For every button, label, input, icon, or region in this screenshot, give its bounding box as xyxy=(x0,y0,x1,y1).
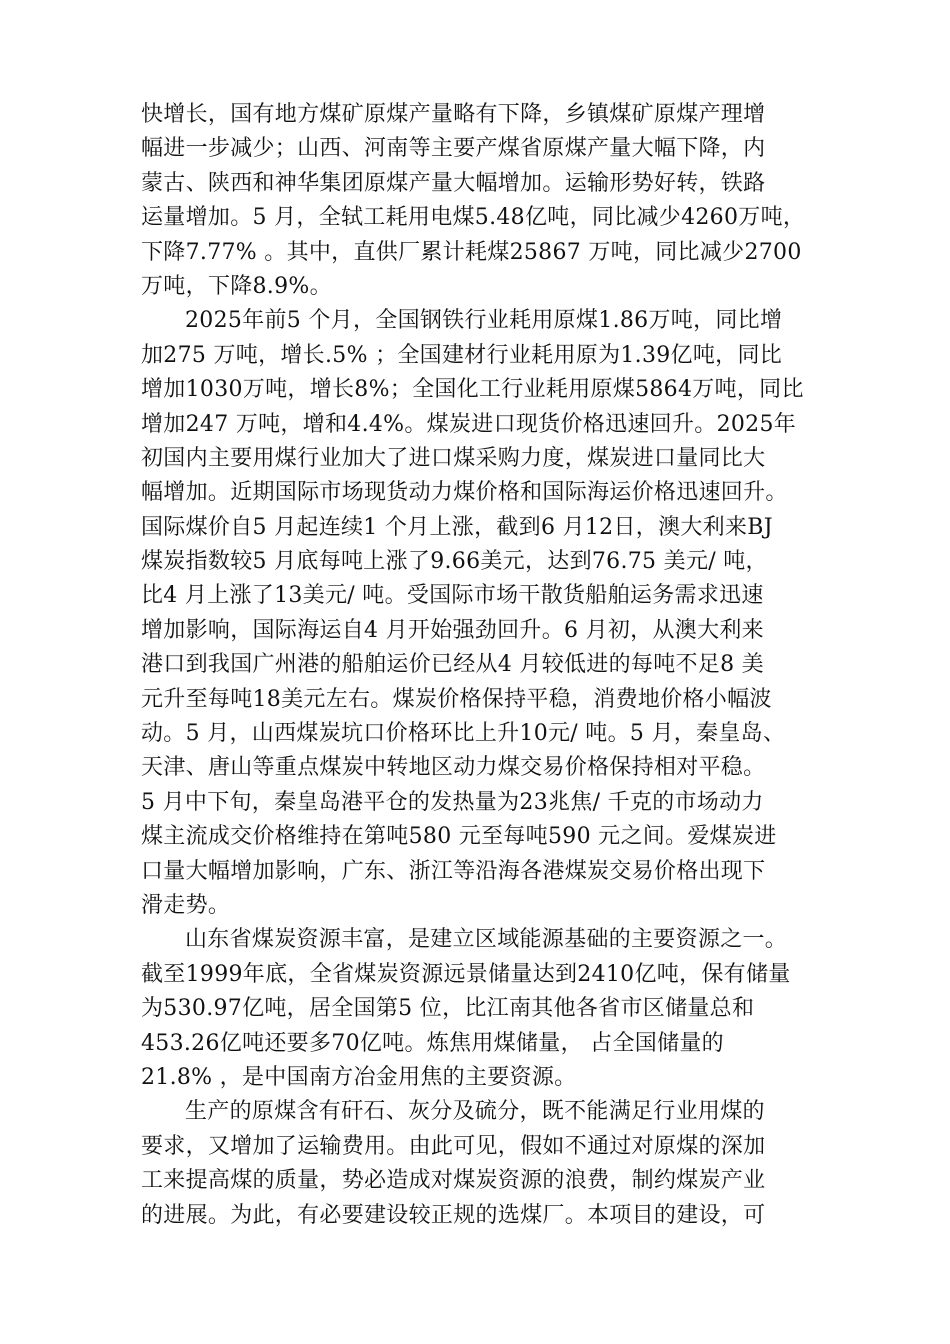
text-line: 煤主流成交价格维持在第吨580 元至每吨590 元之间。爱煤炭进 xyxy=(141,824,777,850)
text-line: 21.8% ，是中国南方冶金用焦的主要资源。 xyxy=(141,1064,577,1090)
text-line: 动。5 月，山西煤炭坑口价格环比上升10元/ 吨。5 月，秦皇岛、 xyxy=(141,721,786,747)
text-line: 工来提高煤的质量，势必造成对煤炭资源的浪费，制约煤炭产业 xyxy=(141,1168,766,1194)
text-line: 的进展。为此，有必要建设较正规的选煤厂。本项目的建设，可 xyxy=(141,1202,766,1228)
paragraph-3 xyxy=(141,923,871,1095)
text-line: 453.26亿吨还要多70亿吨。炼焦用煤储量， 占全国储量的 xyxy=(141,1030,724,1056)
paragraph-4 xyxy=(141,1095,871,1233)
text-line: 运量增加。5 月，全轼工耗用电煤5.48亿吨，同比减少4260万吨， xyxy=(141,205,806,231)
text-line: 比4 月上涨了13美元/ 吨。受国际市场干散货船舶运务需求迅速 xyxy=(141,583,764,609)
text-line: 幅进一步减少；山西、河南等主要产煤省原煤产量大幅下降，内 xyxy=(141,136,766,162)
text-line: 加275 万吨，增长.5% ；全国建材行业耗用原为1.39亿吨，同比 xyxy=(141,342,783,368)
text-line: 蒙古、陕西和神华集团原煤产量大幅增加。运输形势好转，铁路 xyxy=(141,170,766,196)
text-line: 滑走势。 xyxy=(141,892,231,918)
text-line: 要求，又增加了运输费用。由此可见，假如不通过对原煤的深加 xyxy=(141,1133,766,1159)
text-line: 下降7.77% 。其中，直供厂累计耗煤25867 万吨，同比减少2700 xyxy=(141,239,802,265)
text-line: 快增长，国有地方煤矿原煤产量略有下降，乡镇煤矿原煤产理增 xyxy=(141,102,766,127)
text-line: 增加1030万吨，增长8%；全国化工行业耗用原煤5864万吨，同比 xyxy=(141,377,804,403)
text-line: 生产的原煤含有矸石、灰分及硫分，既不能满足行业用煤的 xyxy=(185,1099,765,1125)
paragraph-2 xyxy=(141,304,871,923)
text-line: 口量大幅增加影响，广东、浙江等沿海各港煤炭交易价格出现下 xyxy=(141,858,766,884)
text-line: 增加247 万吨，增和4.4%。煤炭进口现货价格迅速回升。2025年 xyxy=(141,411,797,437)
paragraph-1 xyxy=(141,98,871,304)
text-line: 山东省煤炭资源丰富，是建立区域能源基础的主要资源之一。 xyxy=(185,927,788,953)
text-line: 初国内主要用煤行业加大了进口煤采购力度，煤炭进口量同比大 xyxy=(141,445,766,471)
text-line: 国际煤价自5 月起连续1 个月上涨，截到6 月12日，澳大利来BJ xyxy=(141,514,773,540)
text-line: 2025年前5 个月，全国钢铁行业耗用原煤1.86万吨，同比增 xyxy=(185,308,783,334)
text-line: 港口到我国广州港的船舶运价已经从4 月较低进的每吨不足8 美 xyxy=(141,652,764,678)
text-line: 为530.97亿吨，居全国第5 位，比江南其他各省市区储量总和 xyxy=(141,996,755,1022)
document-body xyxy=(141,98,871,1233)
text-line: 天津、唐山等重点煤炭中转地区动力煤交易价格保持相对平稳。 xyxy=(141,755,766,781)
text-line: 幅增加。近期国际市场现货动力煤价格和国际海运价格迅速回升。 xyxy=(141,480,788,506)
text-line: 截至1999年底，全省煤炭资源远景储量达到2410亿吨，保有储量 xyxy=(141,961,791,987)
text-line: 5 月中下旬，秦皇岛港平仓的发热量为23兆焦/ 千克的市场动力 xyxy=(141,789,764,815)
text-line: 增加影响，国际海运自4 月开始强劲回升。6 月初，从澳大利来 xyxy=(141,617,764,643)
text-line: 元升至每吨18美元左右。煤炭价格保持平稳，消费地价格小幅波 xyxy=(141,686,772,712)
text-line: 万吨，下降8.9%。 xyxy=(141,273,332,299)
text-line: 煤炭指数较5 月底每吨上涨了9.66美元，达到76.75 美元/ 吨， xyxy=(141,549,768,575)
